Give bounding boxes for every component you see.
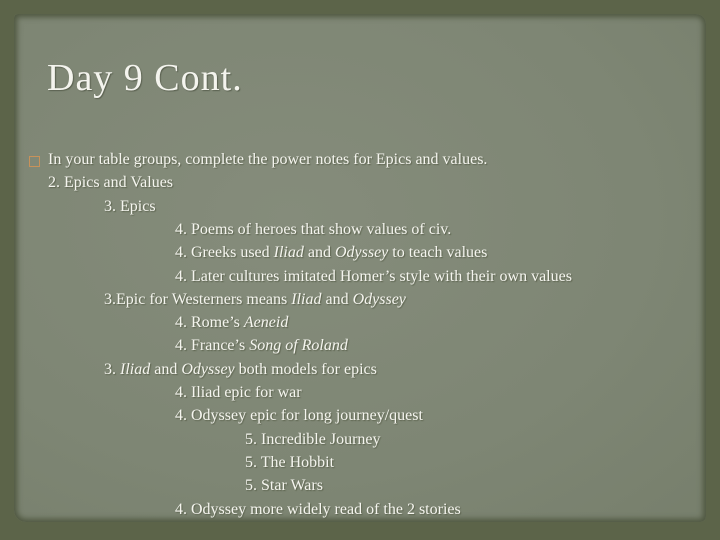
body-line-level-1: [48, 151, 487, 169]
line-text: to teach values: [388, 244, 488, 262]
line-text: 3. Epics: [104, 197, 156, 215]
line-text: 3.: [104, 360, 120, 378]
line-text: 5. Incredible Journey: [245, 430, 381, 448]
body-line-level-5: [245, 431, 381, 449]
body-line-level-3: [104, 291, 406, 309]
italic-title-text: Iliad: [120, 360, 151, 378]
line-text: 4. Odyssey more widely read of the 2 stories: [175, 500, 461, 518]
body-line-level-3: [104, 198, 156, 216]
line-text: 4. Odyssey epic for long journey/quest: [175, 407, 423, 425]
body-line-level-3: [104, 361, 377, 379]
slide-title: Day 9 Cont.: [47, 57, 243, 99]
line-text: 3.Epic for Westerners means: [104, 290, 292, 308]
italic-title-text: Iliad: [273, 244, 304, 262]
italic-title-text: Song of Roland: [249, 337, 348, 355]
body-line-level-5: [245, 477, 323, 495]
body-line-level-4: [175, 501, 461, 519]
line-text: 4. Later cultures imitated Homer’s style with their own values: [175, 267, 572, 285]
body-line-level-5: [245, 454, 334, 472]
line-text: 4. Greeks used: [175, 244, 274, 262]
body-line-level-4: [175, 314, 288, 332]
body-line-level-4: [175, 407, 423, 425]
line-text: 4. France’s: [175, 337, 250, 355]
italic-title-text: Odyssey: [181, 360, 235, 378]
line-text: both models for epics: [234, 360, 377, 378]
italic-title-text: Odyssey: [352, 290, 406, 308]
italic-title-text: Odyssey: [334, 244, 389, 262]
body-line-level-4: [175, 268, 572, 286]
body-line-level-4: [175, 337, 348, 355]
line-text: 5. Star Wars: [245, 477, 323, 495]
line-text: 5. The Hobbit: [245, 453, 335, 471]
body-line-level-2: [48, 174, 173, 192]
body-line-level-4: [175, 221, 451, 239]
line-text: 2. Epics and Values: [48, 174, 174, 192]
body-line-level-4: [175, 244, 487, 262]
line-text: and: [321, 290, 353, 308]
italic-title-text: Aeneid: [243, 314, 289, 332]
body-line-level-4: [175, 384, 302, 402]
line-text: and: [303, 244, 335, 262]
line-text: In your table groups, complete the power notes for Epics and values.: [48, 151, 488, 168]
square-bullet-icon: [29, 156, 40, 167]
line-text: 4. Iliad epic for war: [175, 384, 302, 401]
line-text: 4. Rome’s: [175, 314, 244, 332]
line-text: and: [150, 360, 182, 378]
italic-title-text: Iliad: [291, 290, 322, 308]
line-text: 4. Poems of heroes that show values of civ.: [175, 220, 452, 238]
